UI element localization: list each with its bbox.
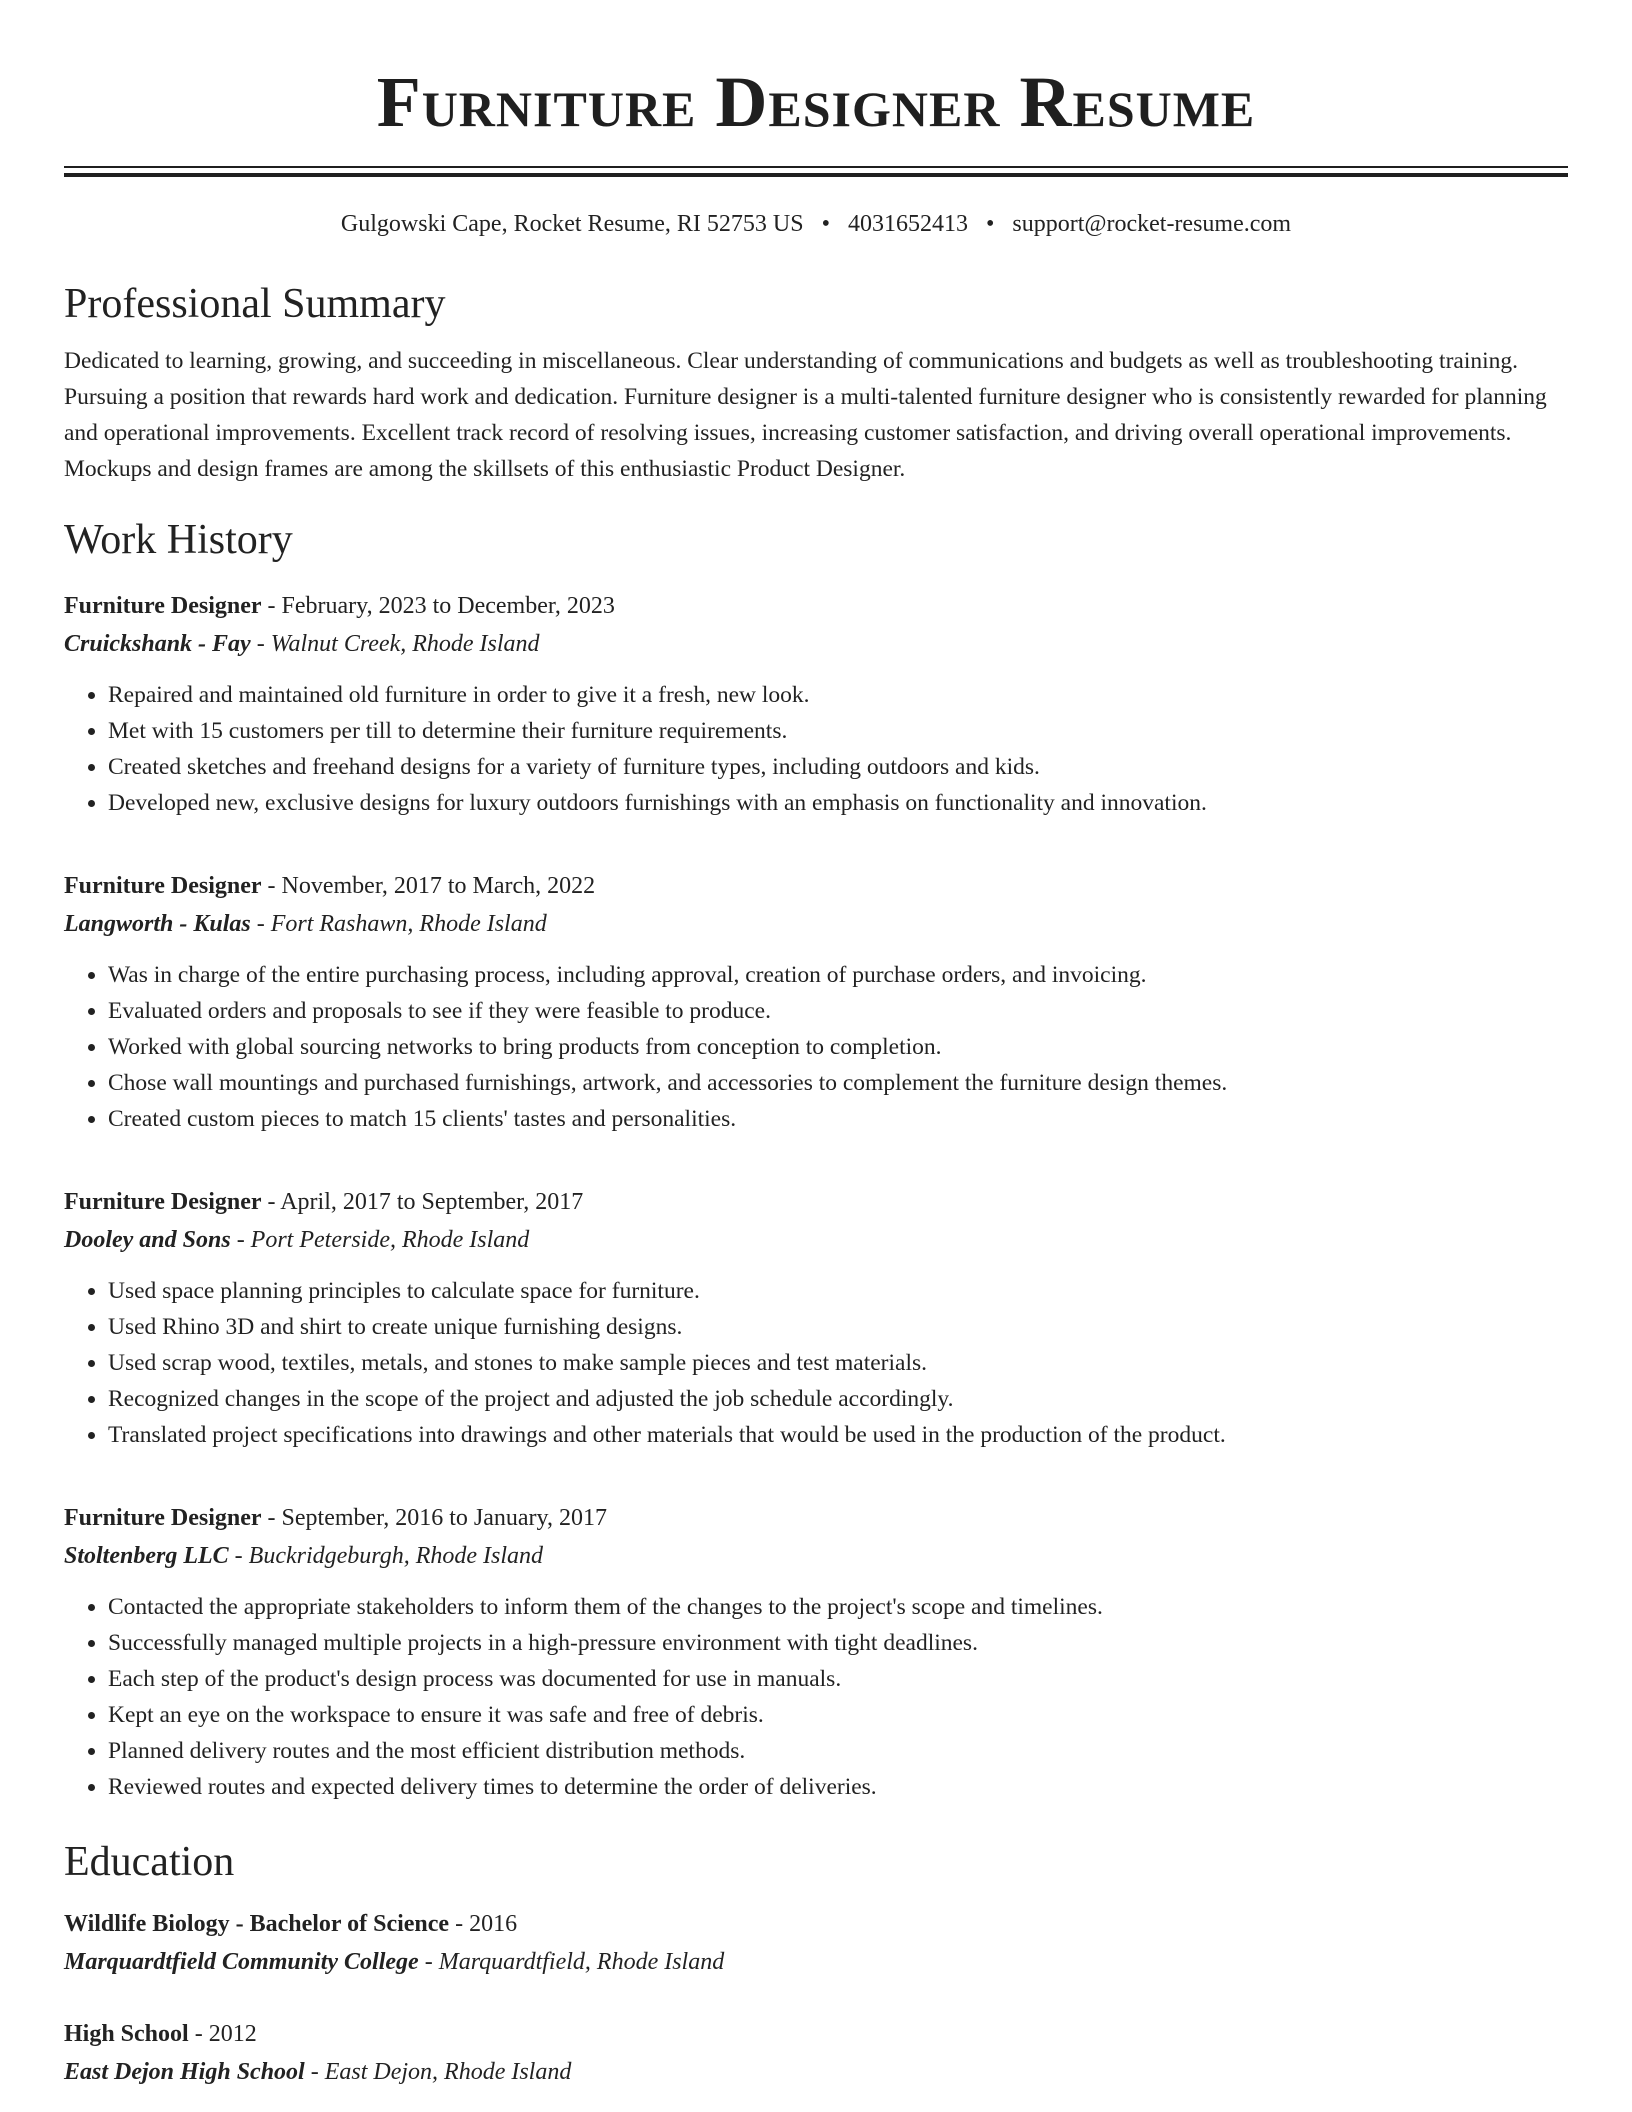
resume-title: Furniture Designer Resume bbox=[376, 62, 1256, 142]
job-title: Furniture Designer bbox=[64, 873, 262, 899]
job-bullet: • Met with 15 customers per till to determine their furniture requirements. bbox=[108, 713, 1568, 749]
school-location: - East Dejon, Rhode Island bbox=[304, 2059, 572, 2085]
job-bullet: • Each step of the product's design process was documented for use in manuals. bbox=[108, 1661, 1568, 1697]
degree-year: - 2016 bbox=[449, 1911, 518, 1937]
job-bullets bbox=[64, 1273, 1568, 1453]
job-bullet: • Evaluated orders and proposals to see if they were feasible to produce. bbox=[108, 993, 1568, 1029]
job-bullet: • Worked with global sourcing networks to bring products from conception to completion. bbox=[108, 1029, 1568, 1065]
job-bullet: • Used space planning principles to calculate space for furniture. bbox=[108, 1273, 1568, 1309]
job-bullet: • Used scrap wood, textiles, metals, and stones to make sample pieces and test materials. bbox=[108, 1345, 1568, 1381]
summary-text: Dedicated to learning, growing, and succeeding in miscellaneous. Clear understanding of communications and budgets as well as troubleshooting training. Pursuing a position that rewards hard work and dedication. Furniture designer is a multi-talented furniture designer who is consistently rewarded for planning and operational improvements. Excellent track record of resolving issues, increasing customer satisfaction, and driving overall operational improvements. Mockups and design frames are among the skillsets of this enthusiastic Product Designer. bbox=[64, 348, 1547, 482]
degree-line bbox=[64, 2015, 1568, 2053]
contact-address: Gulgowski Cape, Rocket Resume, RI 52753 US bbox=[340, 211, 804, 237]
education-entry bbox=[64, 1905, 1568, 1981]
company-name: Dooley and Sons bbox=[64, 1227, 231, 1253]
company-location: - Port Peterside, Rhode Island bbox=[230, 1227, 530, 1253]
job-entry bbox=[64, 1499, 1568, 1805]
job-bullet: • Planned delivery routes and the most efficient distribution methods. bbox=[108, 1733, 1568, 1769]
company-location: - Fort Rashawn, Rhode Island bbox=[250, 911, 547, 937]
job-bullet: • Used Rhino 3D and shirt to create unique furnishing designs. bbox=[108, 1309, 1568, 1345]
school-line bbox=[64, 2053, 1568, 2091]
job-bullet: • Translated project specifications into drawings and other materials that would be used in the production of the product. bbox=[108, 1417, 1568, 1453]
job-entry bbox=[64, 867, 1568, 1137]
job-bullet: • Successfully managed multiple projects in a high-pressure environment with tight deadlines. bbox=[108, 1625, 1568, 1661]
job-dates: - November, 2017 to March, 2022 bbox=[261, 873, 596, 899]
contact-line bbox=[64, 209, 1568, 239]
company-name: Langworth - Kulas bbox=[64, 911, 251, 937]
job-title: Furniture Designer bbox=[64, 593, 262, 619]
company-line bbox=[64, 905, 1568, 943]
degree-name: High School bbox=[64, 2021, 189, 2047]
school-line bbox=[64, 1943, 1568, 1981]
contact-separator: • bbox=[821, 211, 830, 237]
school-location: - Marquardtfield, Rhode Island bbox=[418, 1949, 725, 1975]
job-dates: - February, 2023 to December, 2023 bbox=[261, 593, 615, 619]
job-bullets bbox=[64, 1589, 1568, 1805]
job-bullet: • Was in charge of the entire purchasing process, including approval, creation of purchase orders, and invoicing. bbox=[108, 957, 1568, 993]
job-bullet: • Contacted the appropriate stakeholders to inform them of the changes to the project's scope and timelines. bbox=[108, 1589, 1568, 1625]
company-name: Cruickshank - Fay bbox=[64, 631, 251, 657]
school-name: East Dejon High School bbox=[64, 2059, 305, 2085]
job-bullets bbox=[64, 957, 1568, 1137]
degree-name: Wildlife Biology - Bachelor of Science bbox=[64, 1911, 450, 1937]
job-title: Furniture Designer bbox=[64, 1189, 262, 1215]
job-title-line bbox=[64, 1183, 1568, 1221]
job-bullet: • Reviewed routes and expected delivery times to determine the order of deliveries. bbox=[108, 1769, 1568, 1805]
job-bullet: • Created sketches and freehand designs for a variety of furniture types, including outdoors and kids. bbox=[108, 749, 1568, 785]
job-bullet: • Recognized changes in the scope of the project and adjusted the job schedule accordingly. bbox=[108, 1381, 1568, 1417]
job-dates: - April, 2017 to September, 2017 bbox=[261, 1189, 584, 1215]
job-bullet: • Kept an eye on the workspace to ensure it was safe and free of debris. bbox=[108, 1697, 1568, 1733]
company-location: - Buckridgeburgh, Rhode Island bbox=[228, 1543, 544, 1569]
company-name: Stoltenberg LLC bbox=[64, 1543, 229, 1569]
job-title: Furniture Designer bbox=[64, 1505, 262, 1531]
contact-phone: 4031652413 bbox=[847, 211, 968, 237]
contact-email: support@rocket-resume.com bbox=[1012, 211, 1292, 237]
job-title-line bbox=[64, 587, 1568, 625]
education-heading: Education bbox=[64, 1839, 235, 1885]
job-title-line bbox=[64, 867, 1568, 905]
company-line bbox=[64, 625, 1568, 663]
job-bullet: • Chose wall mountings and purchased furnishings, artwork, and accessories to complement the furniture design themes. bbox=[108, 1065, 1568, 1101]
job-bullet: • Created custom pieces to match 15 clients' tastes and personalities. bbox=[108, 1101, 1568, 1137]
degree-year: - 2012 bbox=[188, 2021, 257, 2047]
work-history-heading: Work History bbox=[64, 517, 293, 563]
job-entry bbox=[64, 1183, 1568, 1453]
summary-heading: Professional Summary bbox=[64, 281, 446, 327]
divider-thick-line bbox=[64, 173, 1568, 177]
divider-thin-line bbox=[64, 166, 1568, 168]
job-bullets bbox=[64, 677, 1568, 821]
job-dates: - September, 2016 to January, 2017 bbox=[261, 1505, 607, 1531]
company-line bbox=[64, 1221, 1568, 1259]
title-divider bbox=[64, 166, 1568, 177]
job-bullet: • Developed new, exclusive designs for luxury outdoors furnishings with an emphasis on functionality and innovation. bbox=[108, 785, 1568, 821]
degree-line bbox=[64, 1905, 1568, 1943]
company-line bbox=[64, 1537, 1568, 1575]
job-bullet: • Repaired and maintained old furniture in order to give it a fresh, new look. bbox=[108, 677, 1568, 713]
job-title-line bbox=[64, 1499, 1568, 1537]
contact-separator: • bbox=[985, 211, 995, 237]
school-name: Marquardtfield Community College bbox=[64, 1949, 419, 1975]
job-entry bbox=[64, 587, 1568, 821]
company-location: - Walnut Creek, Rhode Island bbox=[250, 631, 540, 657]
education-entry bbox=[64, 2015, 1568, 2091]
